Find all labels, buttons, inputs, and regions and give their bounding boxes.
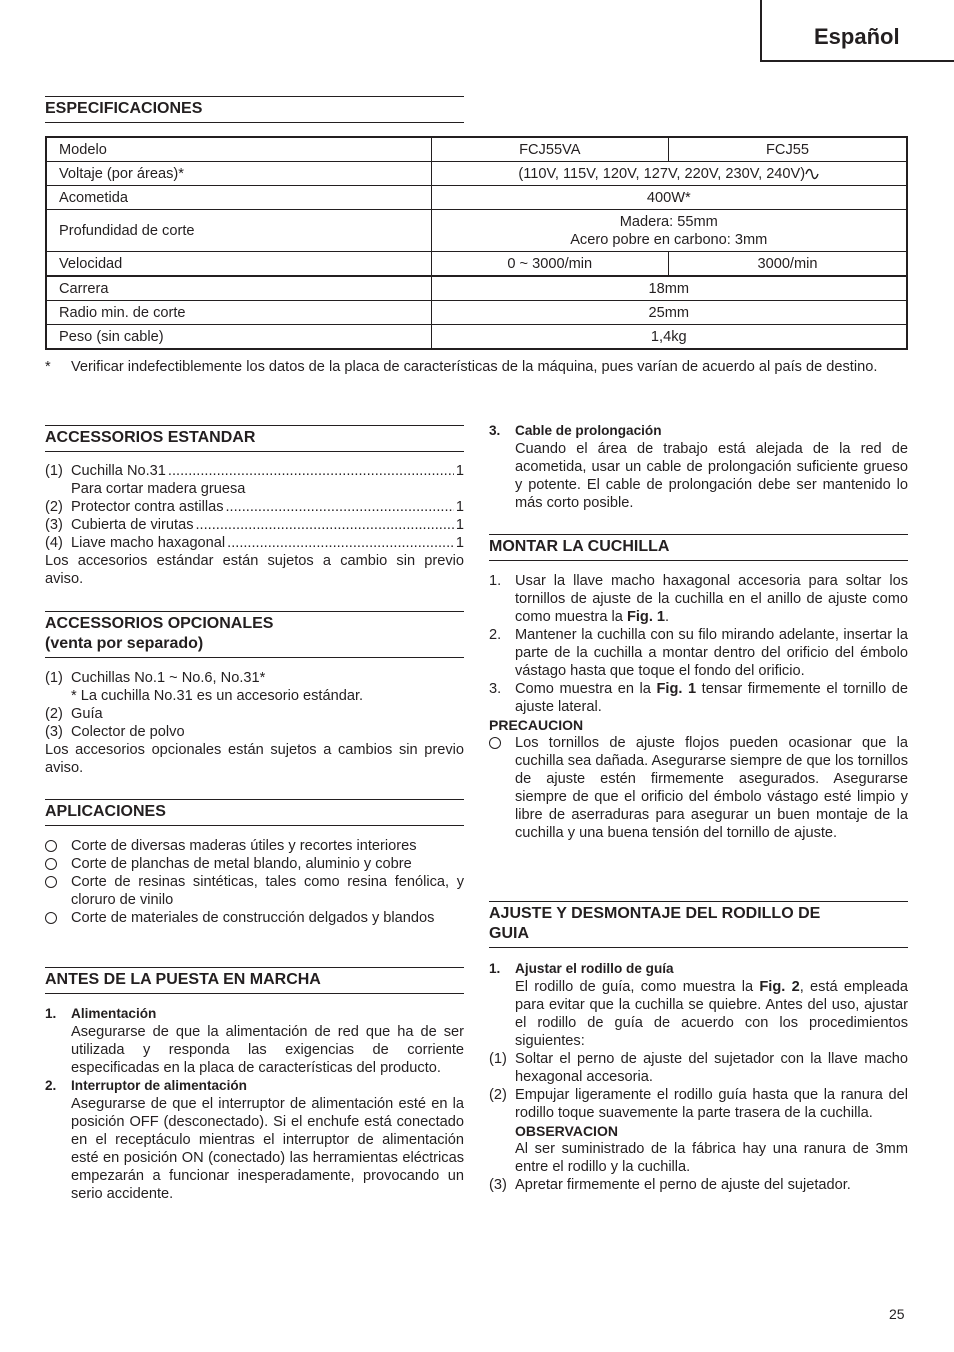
language-tab [760,0,954,62]
standard-accessories-heading: ACCESSORIOS ESTANDAR [45,425,464,452]
spec-value: 18mm [431,276,907,301]
spec-label: Acometida [46,186,431,210]
spec-value: Madera: 55mm Acero pobre en carbono: 3mm [431,210,907,252]
list-item: Corte de materiales de construcción delgados y blandos [45,909,464,927]
list-item: 1. Ajustar el rodillo de guía El rodillo de guía, como muestra la Fig. 2, está empleada para evitar que la cuchilla se quiebre. Antes del uso, ajustar el rodillo de guía de acuerdo con los procedimientos siguientes: [489,961,909,1049]
list-item: Corte de diversas maderas útiles y recortes interiores [45,837,464,855]
list-item: 2. Mantener la cuchilla con su filo mirando adelante, insertar la parte de la cuchilla a montar dentro del orificio del émbolo vástago hasta que toque el fondo del orificio. [489,627,908,679]
spec-value: 0 ~ 3000/min [431,252,668,277]
circle-bullet-icon [489,737,501,749]
spec-value: 25mm [431,301,907,325]
circle-bullet-icon [45,912,57,924]
list-item: (2) Protector contra astillas ..... 1 [45,498,464,516]
applications-heading: APLICACIONES [45,799,464,826]
spec-value: FCJ55VA [431,137,668,162]
applications-list [45,837,464,927]
list-item: 3. Como muestra en la Fig. 1 tensar firmemente el tornillo de ajuste lateral. [489,681,909,715]
circle-bullet-icon [45,876,57,888]
note-text: Al ser suministrado de la fábrica hay una ranura de 3mm entre el rodillo y la cuchilla. [515,1141,908,1175]
list-item: 2. Interruptor de alimentación Asegurarse de que el interruptor de alimentación esté en la posición OFF (desconectado). Si el enchufe está conectado en el receptáculo mientras el interruptor de alimentación esté en posición ON (conectado) las herramientas eléctricas empezarán a funcionar inesperadamente, provocando un serio accidente. [45,1078,464,1202]
list-item: 1. Usar la llave macho haxagonal accesoria para soltar los tornillos de ajuste de la cuchilla en el anillo de ajuste como como muestra la Fig. 1. [489,573,908,625]
mount-blade-list [489,572,908,842]
language-label: Español [814,24,900,49]
circle-bullet-icon [45,858,57,870]
spec-row-weight [46,325,907,350]
page-number: 25 [889,1306,905,1322]
list-item: 3. Cable de prolongación Cuando el área de trabajo está alejada de la red de acometida, usar un cable de prolongación suficiente grueso y potente. El cable de prolongación debe ser mantenido lo más corto posible. [489,423,908,511]
list-item: (3) Apretar firmemente el perno de ajuste del sujetador. [489,1177,851,1193]
optional-accessories-note: Los accesorios opcionales están sujetos a cambios sin previo aviso. [45,742,464,776]
spec-label: Radio min. de corte [46,301,431,325]
spec-row-power [46,186,907,210]
list-item: (1) Cuchilla No.31 ..... 1 Para cortar madera gruesa [45,462,464,498]
standard-accessories-list [45,462,464,588]
list-item: (1) Soltar el perno de ajuste del sujetador con la llave macho hexagonal accesoria. [489,1051,908,1085]
before-use-list [45,1005,464,1203]
spec-label: Voltaje (por áreas)* [46,162,431,186]
list-item: (4) Liave macho haxagonal ..... 1 [45,534,464,552]
spec-row-stroke [46,276,907,301]
guide-roller-section [489,960,908,1194]
spec-label: Carrera [46,276,431,301]
optional-accessories-list [45,669,464,777]
specs-footnote: * Verificar indefectiblemente los datos de la placa de características de la máquina, pues varían de acuerdo al país de destino. [45,359,878,375]
spec-row-speed [46,252,907,277]
spec-row-radius [46,301,907,325]
specs-heading: ESPECIFICACIONES [45,96,464,123]
mount-blade-heading: MONTAR LA CUCHILLA [489,534,908,561]
specs-table [45,136,908,350]
list-item: Corte de planchas de metal blando, aluminio y cobre [45,855,464,873]
spec-label: Velocidad [46,252,431,277]
circle-bullet-icon [45,840,57,852]
spec-value: (110V, 115V, 120V, 127V, 220V, 230V, 240V) [431,162,907,186]
spec-value: FCJ55 [669,137,908,162]
optional-accessories-heading: ACCESSORIOS OPCIONALES (venta por separado) [45,611,464,658]
caution-title: PRECAUCION [489,717,584,733]
list-item: Corte de resinas sintéticas, tales como resina fenólica, y cloruro de vinilo [45,873,464,909]
list-item: 1. Alimentación Asegurarse de que la alimentación de red que ha de ser utilizada y responda las exigencias de corriente especificadas en la placa de características del producto. [45,1006,464,1076]
before-use-list-continued [489,422,908,512]
standard-accessories-note: Los accesorios estándar están sujetos a cambio sin previo aviso. [45,553,464,587]
ac-symbol-icon [805,168,819,180]
spec-value: 3000/min [669,252,908,277]
guide-roller-heading: AJUSTE Y DESMONTAJE DEL RODILLO DE GUIA [489,901,908,948]
note-title: OBSERVACION [515,1123,618,1139]
spec-row-model [46,137,907,162]
spec-label: Peso (sin cable) [46,325,431,350]
list-item: (2) Guía [45,706,103,722]
caution-text: Los tornillos de ajuste flojos pueden ocasionar que la cuchilla sea dañada. Asegurarse siempre de que los tornillos de ajuste estén firmemente asegurados. Asegurarse siempre de que el orificio del émbolo vástago esté limpio y libre de aserraduras para asegurar un buen montaje de la cuchilla y una buena tensión del tornillo de ajuste. [489,734,908,842]
list-item: (3) Cubierta de virutas ..... 1 [45,516,464,534]
spec-value: 400W* [431,186,907,210]
spec-row-voltage [46,162,907,186]
list-item: (1) Cuchillas No.1 ~ No.6, No.31* * La cuchilla No.31 es un accesorio estándar. [45,670,364,704]
before-use-heading: ANTES DE LA PUESTA EN MARCHA [45,967,464,994]
list-item: (3) Colector de polvo [45,724,185,740]
spec-label: Modelo [46,137,431,162]
list-item: (2) Empujar ligeramente el rodillo guía hasta que la ranura del rodillo toque suavemente la parte trasera de la cuchilla. OBSERVACION Al ser suministrado de la fábrica hay una ranura de 3mm entre el rodillo y la cuchilla. [489,1087,908,1175]
spec-row-cut-depth [46,210,907,252]
spec-label: Profundidad de corte [46,210,431,252]
spec-value: 1,4kg [431,325,907,350]
